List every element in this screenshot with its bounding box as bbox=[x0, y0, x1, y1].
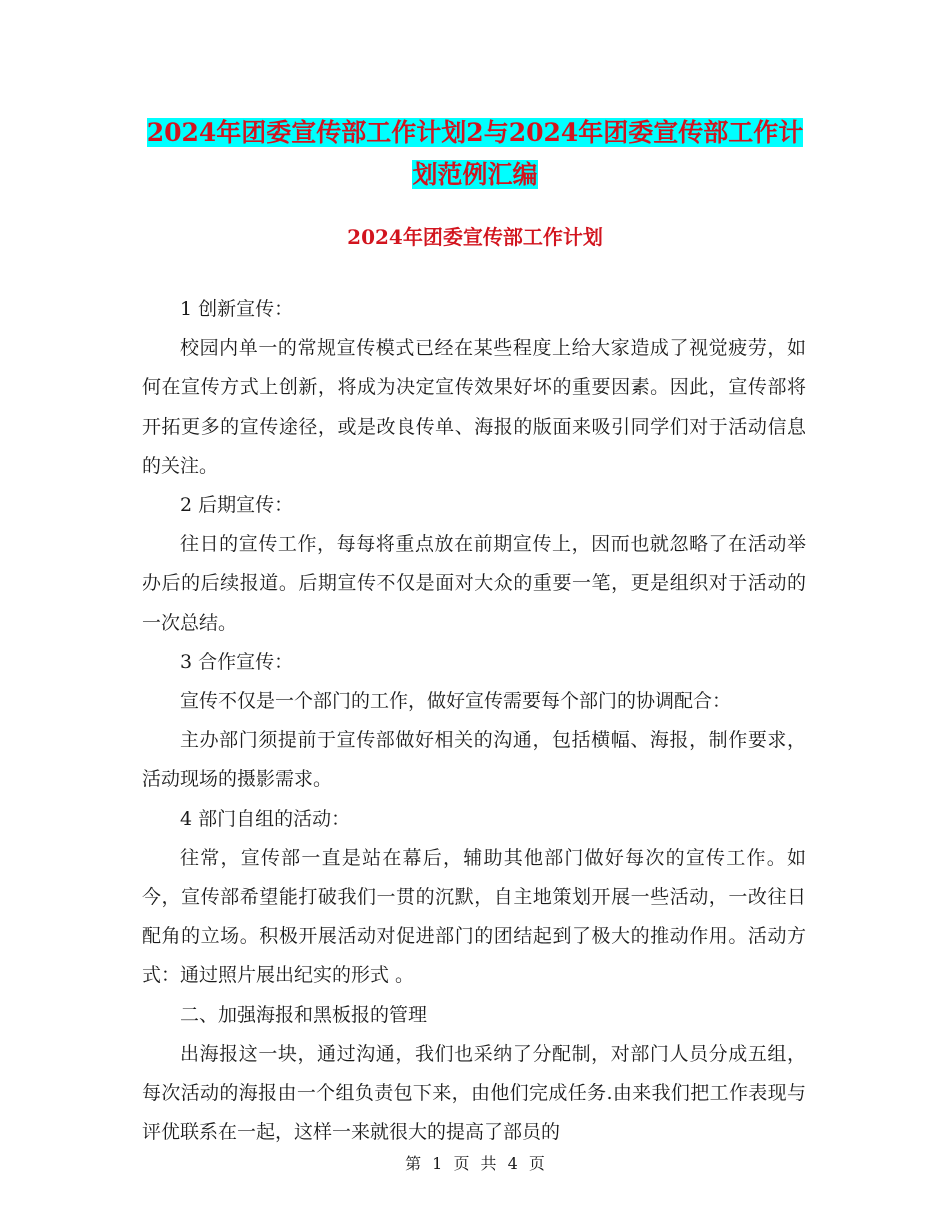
paragraph-heading-cooperation: 3 合作宣传： bbox=[180, 650, 294, 673]
paragraph-heading-follow-up: 2 后期宣传： bbox=[180, 494, 294, 517]
paragraph: 主办部门须提前于宣传部做好相关的沟通，包括横幅、海报，制作要求，活动现场的摄影需求。 bbox=[142, 729, 806, 791]
paragraph: 出海报这一块，通过沟通，我们也采纳了分配制，对部门人员分成五组，每次活动的海报由一个组负责包下来，由他们完成任务.由来我们把工作表现与评优联系在一起，这样一来就很大的提高了部员的 bbox=[142, 1042, 806, 1144]
paragraph-heading-posters: 二、加强海报和黑板报的管理 bbox=[180, 1003, 428, 1026]
paragraph: 宣传不仅是一个部门的工作，做好宣传需要每个部门的协调配合： bbox=[180, 690, 732, 713]
paragraph: 往日的宣传工作，每每将重点放在前期宣传上，因而也就忽略了在活动举办后的后续报道。后期宣传不仅是面对大众的重要一笔，更是组织对于活动的一次总结。 bbox=[142, 533, 806, 634]
section-title: 2024年团委宣传部工作计划 bbox=[347, 225, 603, 249]
paragraph: 校园内单一的常规宣传模式已经在某些程度上给大家造成了视觉疲劳，如何在宣传方式上创新，将成为决定宣传效果好坏的重要因素。因此，宣传部将开拓更多的宣传途径，或是改良传单、海报的版面来吸引同学们对于活动信息的关注。 bbox=[142, 337, 806, 477]
paragraph: 往常，宣传部一直是站在幕后，辅助其他部门做好每次的宣传工作。如今，宣传部希望能打破我们一贯的沉默，自主地策划开展一些活动，一改往日配角的立场。积极开展活动对促进部门的团结起到了极大的推动作用。活动方式：通过照片展出纪实的形式 。 bbox=[142, 846, 806, 987]
paragraph-heading-department-activities: 4 部门自组的活动： bbox=[180, 807, 351, 830]
document-body bbox=[142, 290, 806, 1152]
page-footer: 第 1 页 共 4 页 bbox=[405, 1154, 545, 1173]
document-title bbox=[140, 112, 810, 196]
document-title-text: 2024年团委宣传部工作计划2与2024年团委宣传部工作计划范例汇编 bbox=[146, 118, 804, 189]
paragraph-heading-innovation: 1 创新宣传： bbox=[180, 298, 294, 320]
